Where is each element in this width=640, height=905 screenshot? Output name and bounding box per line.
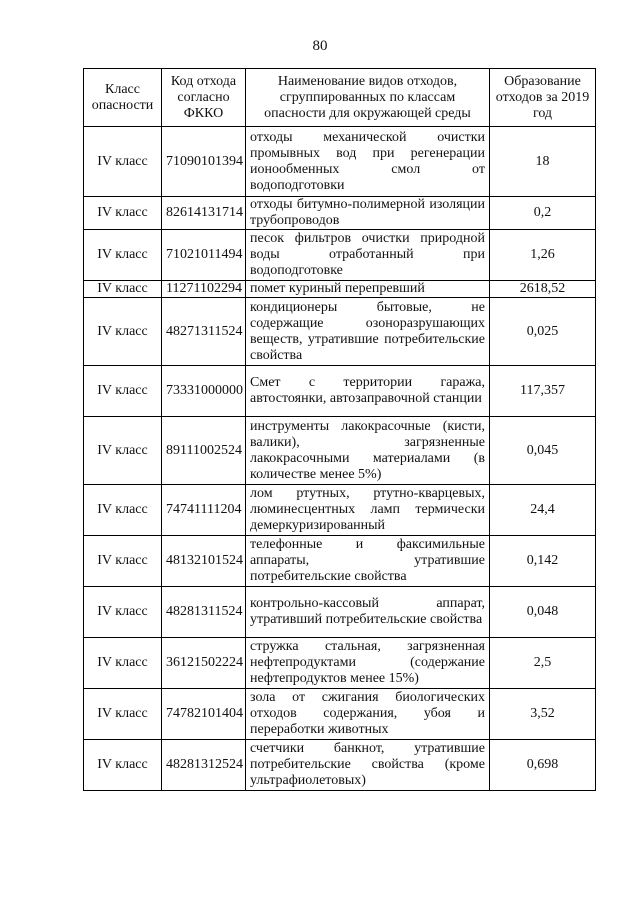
waste-code-cell: 36121502224 bbox=[162, 638, 246, 689]
hazard-class-cell: IV класс bbox=[84, 127, 162, 197]
waste-amount-cell: 2618,52 bbox=[490, 281, 596, 298]
hazard-class-cell: IV класс bbox=[84, 536, 162, 587]
hazard-class-cell: IV класс bbox=[84, 638, 162, 689]
waste-table bbox=[83, 68, 596, 791]
table-row bbox=[84, 417, 596, 485]
waste-amount-cell: 2,5 bbox=[490, 638, 596, 689]
table-row bbox=[84, 197, 596, 230]
table-row bbox=[84, 366, 596, 417]
waste-amount-cell: 0,025 bbox=[490, 298, 596, 366]
waste-amount-cell: 1,26 bbox=[490, 230, 596, 281]
page-number: 80 bbox=[312, 38, 328, 54]
header-waste-amount: Образование отходов за 2019 год bbox=[490, 69, 596, 127]
table-header-row bbox=[84, 69, 596, 127]
table-row bbox=[84, 740, 596, 791]
waste-code-cell: 48271311524 bbox=[162, 298, 246, 366]
waste-code-cell: 11271102294 bbox=[162, 281, 246, 298]
table-row bbox=[84, 127, 596, 197]
hazard-class-cell: IV класс bbox=[84, 366, 162, 417]
waste-code-cell: 74782101404 bbox=[162, 689, 246, 740]
waste-amount-cell: 0,2 bbox=[490, 197, 596, 230]
waste-name-cell: песок фильтров очистки природной воды отработанный при водоподготовке bbox=[246, 230, 490, 281]
waste-amount-cell: 0,698 bbox=[490, 740, 596, 791]
waste-code-cell: 48281312524 bbox=[162, 740, 246, 791]
waste-code-cell: 48281311524 bbox=[162, 587, 246, 638]
waste-amount-cell: 3,52 bbox=[490, 689, 596, 740]
table-row bbox=[84, 689, 596, 740]
hazard-class-cell: IV класс bbox=[84, 197, 162, 230]
header-waste-name: Наименование видов отходов, сгруппированных по классам опасности для окружающей среды bbox=[246, 69, 490, 127]
waste-code-cell: 82614131714 bbox=[162, 197, 246, 230]
table-row bbox=[84, 298, 596, 366]
waste-name-cell: телефонные и факсимильные аппараты, утратившие потребительские свойства bbox=[246, 536, 490, 587]
table-row bbox=[84, 587, 596, 638]
hazard-class-cell: IV класс bbox=[84, 740, 162, 791]
waste-name-cell: зола от сжигания биологических отходов содержания, убоя и переработки животных bbox=[246, 689, 490, 740]
waste-code-cell: 48132101524 bbox=[162, 536, 246, 587]
hazard-class-cell: IV класс bbox=[84, 281, 162, 298]
waste-code-cell: 71090101394 bbox=[162, 127, 246, 197]
waste-amount-cell: 18 bbox=[490, 127, 596, 197]
table-row bbox=[84, 638, 596, 689]
header-hazard-class: Класс опасности bbox=[84, 69, 162, 127]
waste-name-cell: отходы механической очистки промывных вод при регенерации ионообменных смол от водоподготовки bbox=[246, 127, 490, 197]
waste-name-cell: помет куриный перепревший bbox=[246, 281, 490, 298]
table-body bbox=[84, 127, 596, 791]
waste-name-cell: счетчики банкнот, утратившие потребительские свойства (кроме ультрафиолетовых) bbox=[246, 740, 490, 791]
hazard-class-cell: IV класс bbox=[84, 485, 162, 536]
hazard-class-cell: IV класс bbox=[84, 587, 162, 638]
waste-amount-cell: 117,357 bbox=[490, 366, 596, 417]
table-row bbox=[84, 485, 596, 536]
header-waste-code: Код отхода согласно ФККО bbox=[162, 69, 246, 127]
waste-amount-cell: 0,045 bbox=[490, 417, 596, 485]
waste-name-cell: инструменты лакокрасочные (кисти, валики), загрязненные лакокрасочными материалами (в количестве менее 5%) bbox=[246, 417, 490, 485]
waste-amount-cell: 0,048 bbox=[490, 587, 596, 638]
hazard-class-cell: IV класс bbox=[84, 230, 162, 281]
waste-name-cell: лом ртутных, ртутно-кварцевых, люминесцентных ламп термически демеркуризированный bbox=[246, 485, 490, 536]
waste-code-cell: 71021011494 bbox=[162, 230, 246, 281]
waste-name-cell: контрольно-кассовый аппарат, утративший потребительские свойства bbox=[246, 587, 490, 638]
waste-amount-cell: 24,4 bbox=[490, 485, 596, 536]
waste-code-cell: 73331000000 bbox=[162, 366, 246, 417]
waste-code-cell: 74741111204 bbox=[162, 485, 246, 536]
waste-code-cell: 89111002524 bbox=[162, 417, 246, 485]
waste-name-cell: кондиционеры бытовые, не содержащие озоноразрушающих веществ, утратившие потребительские свойства bbox=[246, 298, 490, 366]
waste-amount-cell: 0,142 bbox=[490, 536, 596, 587]
table-row bbox=[84, 230, 596, 281]
table-row bbox=[84, 536, 596, 587]
hazard-class-cell: IV класс bbox=[84, 298, 162, 366]
table-row bbox=[84, 281, 596, 298]
waste-name-cell: стружка стальная, загрязненная нефтепродуктами (содержание нефтепродуктов менее 15%) bbox=[246, 638, 490, 689]
hazard-class-cell: IV класс bbox=[84, 689, 162, 740]
hazard-class-cell: IV класс bbox=[84, 417, 162, 485]
waste-name-cell: отходы битумно-полимерной изоляции трубопроводов bbox=[246, 197, 490, 230]
waste-name-cell: Смет с территории гаража, автостоянки, автозаправочной станции bbox=[246, 366, 490, 417]
